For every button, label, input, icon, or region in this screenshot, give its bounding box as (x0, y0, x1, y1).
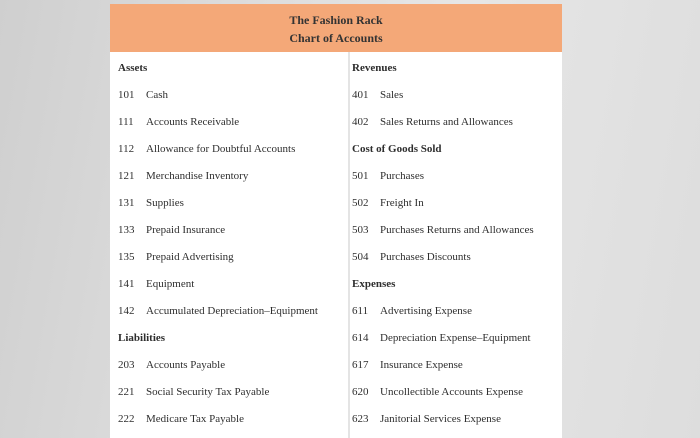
account-row (118, 303, 318, 319)
account-name: Sales (380, 89, 404, 101)
account-name: Equipment (146, 278, 195, 290)
account-name: Purchases Returns and Allowances (380, 224, 534, 236)
account-name: Advertising Expense (380, 305, 472, 317)
section-heading: Liabilities (118, 332, 166, 344)
account-name: Merchandise Inventory (146, 170, 249, 182)
account-name: Insurance Expense (380, 359, 463, 371)
account-number: 135 (118, 251, 135, 263)
account-row (118, 195, 184, 211)
account-number: 504 (352, 251, 369, 263)
section-heading: Revenues (352, 62, 397, 74)
account-name: Accounts Receivable (146, 116, 240, 128)
account-number: 121 (118, 170, 135, 182)
account-name: Uncollectible Accounts Expense (380, 386, 523, 398)
account-name: Supplies (146, 197, 184, 209)
account-row (118, 384, 269, 400)
account-number: 221 (118, 386, 135, 398)
account-name: Purchases Discounts (380, 251, 471, 263)
account-row (352, 330, 531, 346)
account-number: 401 (352, 89, 369, 101)
account-row (352, 384, 523, 400)
account-row (118, 411, 244, 427)
account-row (352, 411, 501, 427)
account-number: 203 (118, 359, 135, 371)
account-name: Purchases (380, 170, 424, 182)
account-row (352, 303, 472, 319)
account-number: 133 (118, 224, 135, 236)
account-row (352, 357, 463, 373)
company-name: The Fashion Rack (289, 13, 383, 27)
account-number: 502 (352, 197, 369, 209)
account-number: 142 (118, 305, 135, 317)
account-row (118, 357, 225, 373)
account-row (118, 87, 168, 103)
account-row (118, 222, 225, 238)
account-row (352, 87, 403, 103)
account-number: 101 (118, 89, 135, 101)
account-row (118, 168, 248, 184)
account-row (118, 141, 295, 157)
account-number: 501 (352, 170, 369, 182)
account-row (118, 249, 234, 265)
account-number: 614 (352, 332, 369, 344)
account-row (352, 222, 534, 238)
account-name: Social Security Tax Payable (146, 386, 270, 398)
account-number: 617 (352, 359, 369, 371)
account-name: Depreciation Expense–Equipment (380, 332, 531, 344)
account-row (352, 114, 513, 130)
section-heading: Cost of Goods Sold (352, 143, 442, 155)
column-divider (348, 52, 350, 438)
account-name: Allowance for Doubtful Accounts (146, 143, 296, 155)
account-name: Freight In (380, 197, 424, 209)
account-name: Prepaid Insurance (146, 224, 226, 236)
account-name: Prepaid Advertising (146, 251, 234, 263)
account-row (118, 114, 239, 130)
account-row (352, 195, 424, 211)
account-number: 141 (118, 278, 135, 290)
account-row (352, 249, 471, 265)
account-number: 620 (352, 386, 369, 398)
account-name: Accounts Payable (146, 359, 226, 371)
account-name: Accumulated Depreciation–Equipment (146, 305, 318, 317)
account-name: Cash (146, 89, 168, 101)
account-row (352, 168, 424, 184)
chart-title: Chart of Accounts (289, 31, 383, 45)
account-number: 222 (118, 413, 135, 425)
header-band (110, 4, 562, 52)
account-number: 402 (352, 116, 369, 128)
account-number: 503 (352, 224, 369, 236)
account-name: Sales Returns and Allowances (380, 116, 513, 128)
section-heading: Assets (118, 62, 148, 74)
account-row (118, 276, 194, 292)
account-number: 111 (118, 116, 134, 128)
account-number: 131 (118, 197, 135, 209)
account-name: Janitorial Services Expense (380, 413, 501, 425)
account-number: 112 (118, 143, 135, 155)
section-heading: Expenses (352, 278, 396, 290)
account-number: 623 (352, 413, 369, 425)
account-number: 611 (352, 305, 369, 317)
chart-of-accounts-sheet (110, 4, 562, 438)
account-name: Medicare Tax Payable (146, 413, 244, 425)
